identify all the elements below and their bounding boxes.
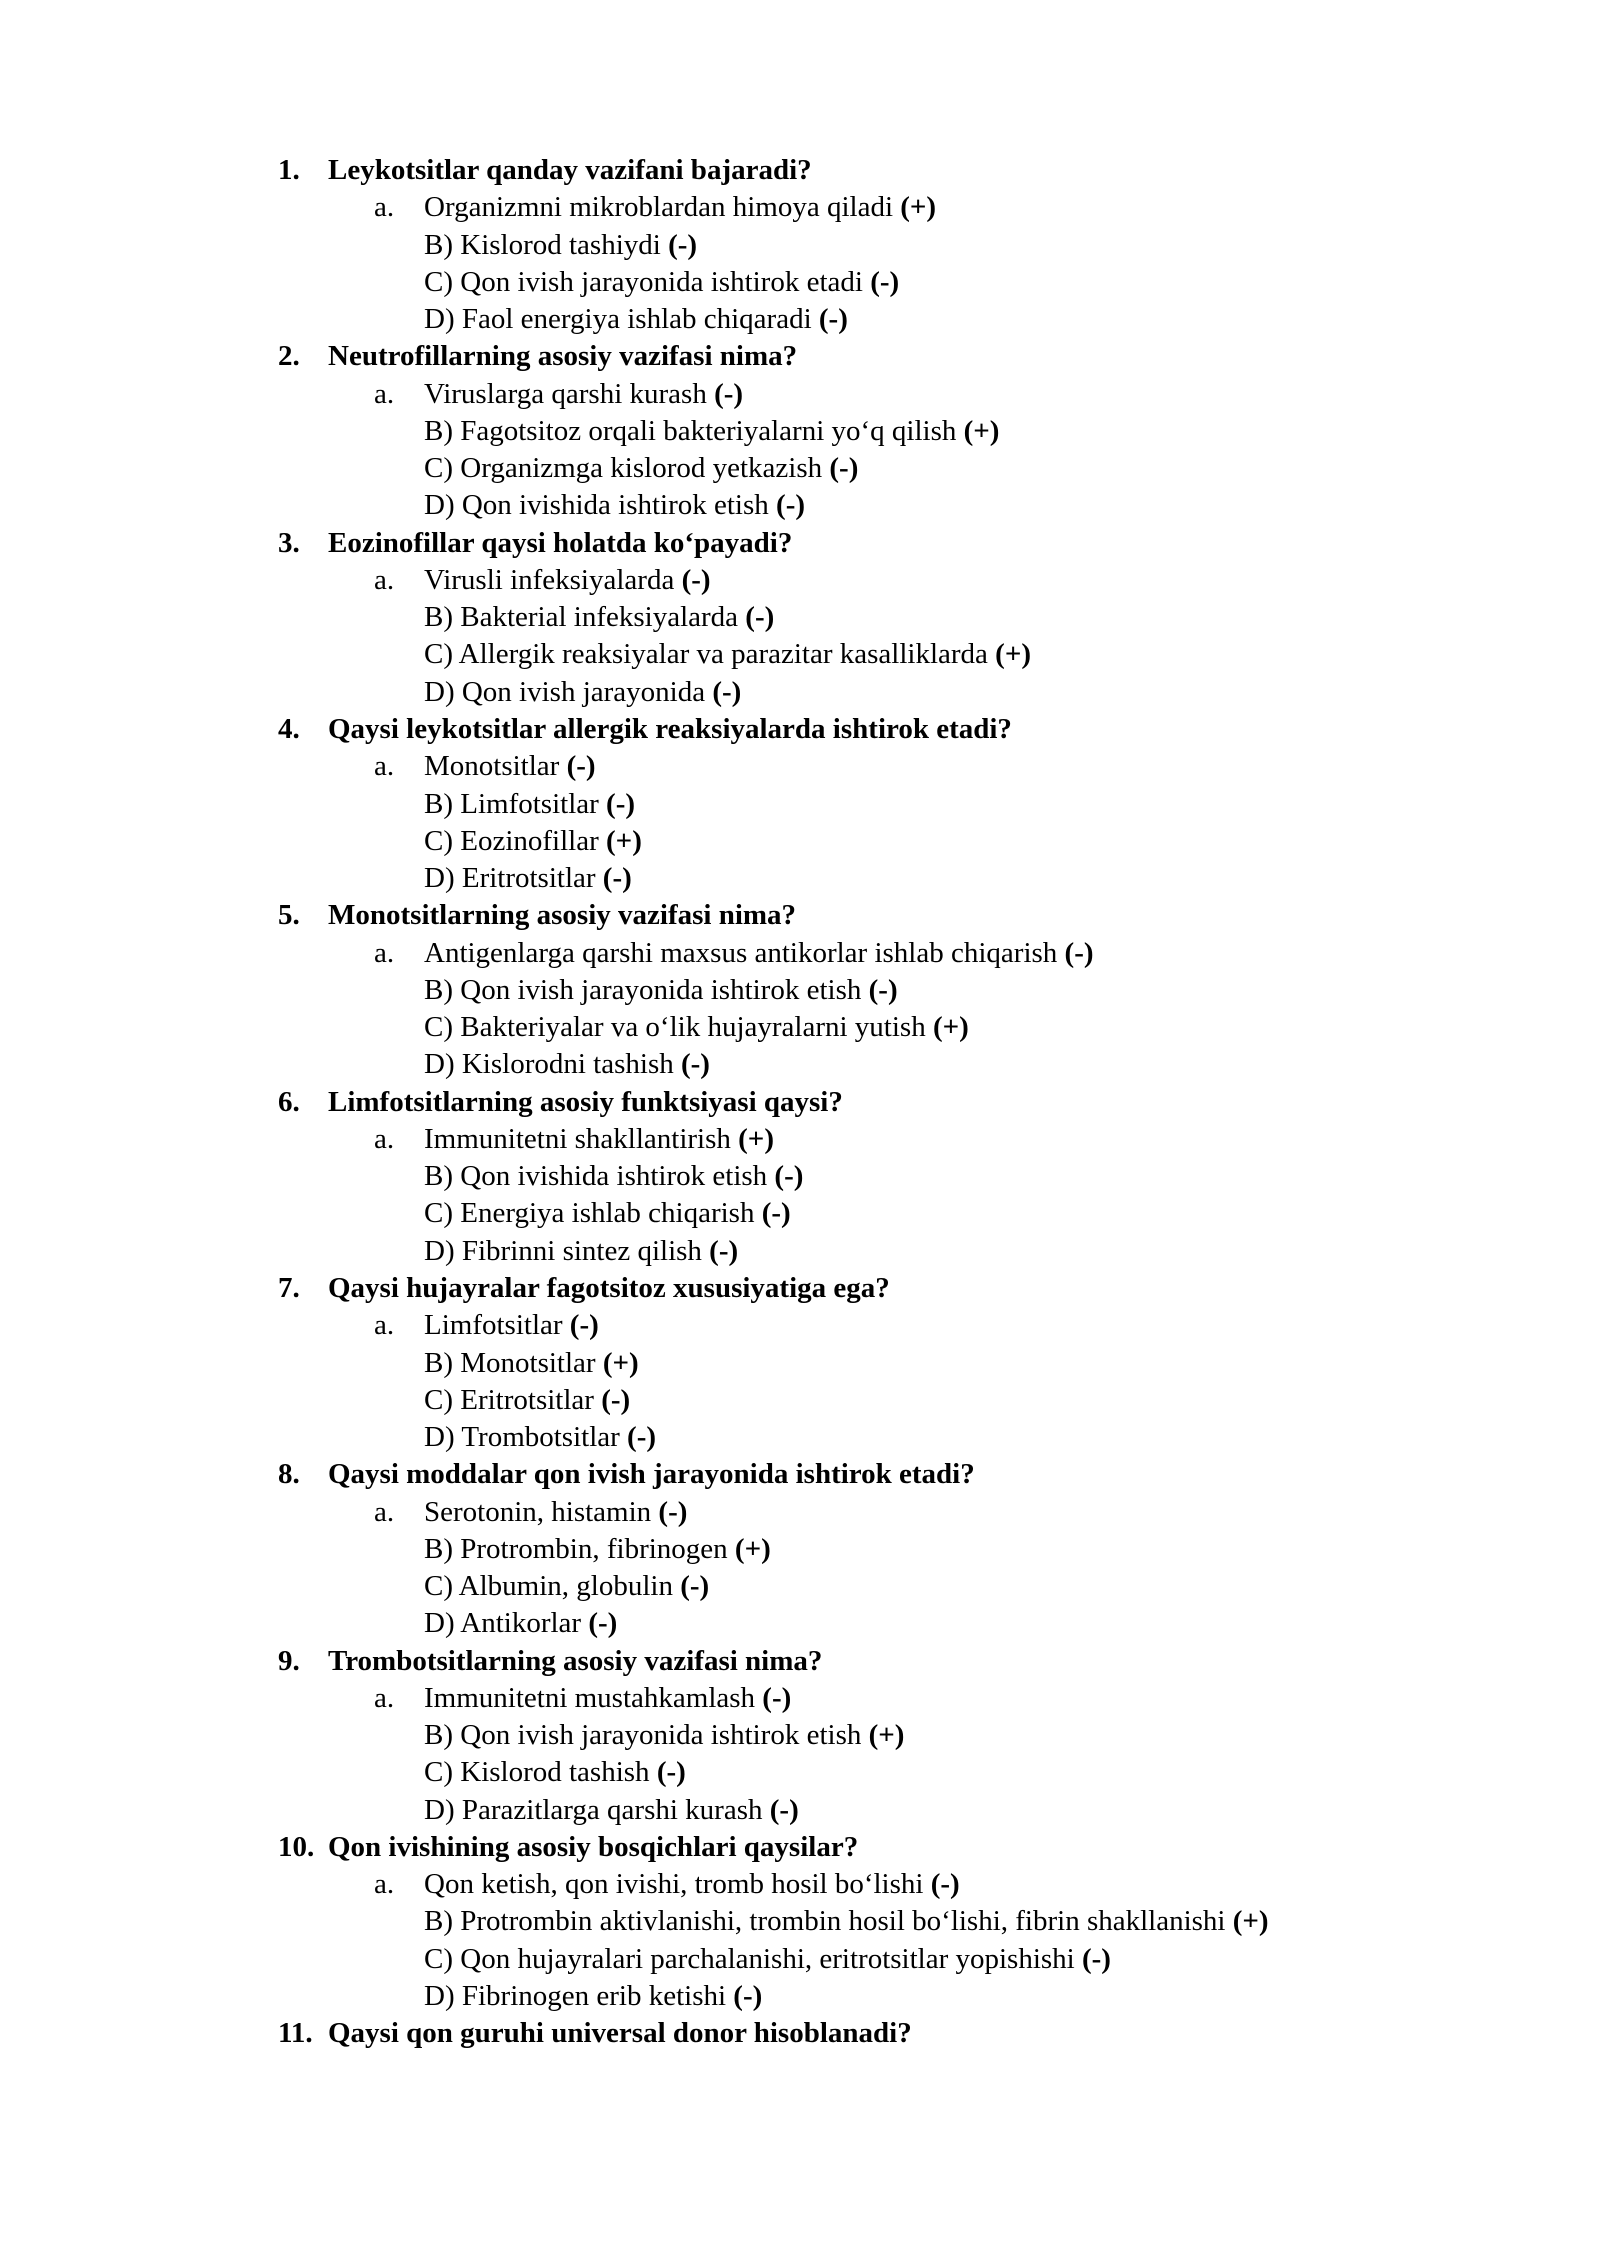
question-number: 7. (278, 1271, 300, 1304)
option-text: Kislorod tashiydi (460, 228, 661, 261)
question-text: Monotsitlarning asosiy vazifasi nima? (328, 899, 797, 932)
option-label: B) (424, 228, 453, 261)
option-item (0, 413, 1600, 450)
question-number: 11. (278, 2017, 313, 2050)
answer-mark: (+) (963, 414, 1000, 447)
option-marker: a. (374, 1868, 395, 1901)
question-item (0, 338, 1600, 524)
option-text: Protrombin aktivlanishi, trombin hosil bo‘lishi, fibrin shakllanishi (460, 1905, 1226, 1938)
option-label: D) (424, 303, 455, 336)
option-text: Qon ketish, qon ivishi, tromb hosil bo‘lishi (424, 1868, 924, 1901)
question-line (0, 525, 1600, 562)
option-text: Qon hujayralari parchalanishi, eritrotsitlar yopishishi (460, 1942, 1075, 1975)
option-item (0, 1195, 1600, 1232)
question-item (0, 525, 1600, 711)
option-item (0, 1382, 1600, 1419)
option-text: Qon ivishida ishtirok etish (461, 489, 769, 522)
option-marker: a. (374, 191, 395, 224)
answer-mark: (+) (738, 1122, 774, 1155)
answer-mark: (-) (709, 1234, 739, 1267)
option-label: D) (424, 489, 455, 522)
option-item (0, 450, 1600, 487)
quiz-list (0, 152, 1600, 2053)
option-item (0, 301, 1600, 338)
question-item (0, 1270, 1600, 1456)
question-line (0, 2015, 1600, 2052)
option-label: B) (424, 787, 453, 820)
question-item (0, 711, 1600, 897)
option-text: Antikorlar (460, 1607, 582, 1640)
option-text: Protrombin, fibrinogen (460, 1532, 728, 1565)
answer-mark: (+) (900, 191, 937, 224)
option-item (0, 1121, 1600, 1158)
option-text: Fibrinogen erib ketishi (461, 1980, 727, 2013)
question-item (0, 1084, 1600, 1270)
question-text: Limfotsitlarning asosiy funktsiyasi qaysi? (328, 1085, 843, 1118)
question-text: Eozinofillar qaysi holatda ko‘payadi? (328, 526, 793, 559)
question-text: Qaysi leykotsitlar allergik reaksiyalarda ishtirok etadi? (328, 712, 1012, 745)
option-item (0, 748, 1600, 785)
option-text: Eritrotsitlar (461, 862, 596, 895)
option-marker: a. (374, 1122, 395, 1155)
answer-mark: (-) (712, 675, 742, 708)
option-text: Limfotsitlar (460, 787, 599, 820)
answer-mark: (-) (774, 1160, 804, 1193)
option-item (0, 1978, 1600, 2015)
option-label: B) (424, 414, 453, 447)
question-text: Qon ivishining asosiy bosqichlari qaysilar? (328, 1830, 859, 1863)
option-text: Bakteriyalar va o‘lik hujayralarni yutish (460, 1011, 926, 1044)
option-item (0, 1419, 1600, 1456)
option-text: Organizmni mikroblardan himoya qiladi (424, 191, 893, 224)
question-number: 2. (278, 340, 300, 373)
answer-mark: (+) (606, 824, 642, 857)
option-item (0, 1941, 1600, 1978)
option-marker: a. (374, 936, 395, 969)
option-text: Qon ivish jarayonida ishtirok etish (460, 973, 862, 1006)
option-label: D) (424, 1793, 455, 1826)
option-label: C) (424, 1756, 453, 1789)
option-label: C) (424, 638, 453, 671)
option-item (0, 1233, 1600, 1270)
question-item (0, 2015, 1600, 2052)
answer-mark: (-) (656, 1756, 686, 1789)
answer-mark: (-) (818, 303, 848, 336)
question-text: Qaysi qon guruhi universal donor hisoblanadi? (328, 2017, 912, 2050)
question-line (0, 1643, 1600, 1680)
answer-mark: (-) (1064, 936, 1094, 969)
option-label: C) (424, 824, 453, 857)
option-item (0, 1345, 1600, 1382)
option-item (0, 972, 1600, 1009)
question-text: Leykotsitlar qanday vazifani bajaradi? (328, 154, 812, 186)
option-item (0, 1680, 1600, 1717)
option-item (0, 1158, 1600, 1195)
option-text: Monotsitlar (424, 750, 560, 783)
answer-mark: (-) (870, 265, 900, 298)
question-line (0, 1270, 1600, 1307)
answer-mark: (-) (733, 1980, 763, 2013)
answer-mark: (+) (1232, 1905, 1269, 1938)
option-label: D) (424, 862, 455, 895)
option-text: Parazitlarga qarshi kurash (461, 1793, 763, 1826)
answer-mark: (-) (762, 1681, 792, 1714)
option-text: Albumin, globulin (458, 1570, 673, 1603)
option-label: D) (424, 1607, 455, 1640)
answer-mark: (-) (769, 1793, 799, 1826)
option-text: Immunitetni shakllantirish (424, 1122, 731, 1155)
option-label: C) (424, 1383, 453, 1416)
answer-mark: (-) (868, 973, 898, 1006)
option-label: B) (424, 1346, 453, 1379)
option-text: Antigenlarga qarshi maxsus antikorlar ishlab chiqarish (424, 936, 1058, 969)
answer-mark: (-) (658, 1495, 688, 1528)
answer-mark: (-) (681, 563, 711, 596)
option-text: Qon ivish jarayonida ishtirok etadi (460, 265, 863, 298)
answer-mark: (-) (668, 228, 698, 261)
answer-mark: (+) (995, 638, 1032, 671)
answer-mark: (-) (930, 1868, 960, 1901)
option-label: C) (424, 265, 453, 298)
option-item (0, 1903, 1600, 1940)
option-text: Qon ivish jarayonida (461, 675, 706, 708)
option-item (0, 264, 1600, 301)
answer-mark: (-) (761, 1197, 791, 1230)
question-number: 3. (278, 526, 300, 559)
answer-mark: (+) (868, 1719, 905, 1752)
option-item (0, 860, 1600, 897)
option-item (0, 1009, 1600, 1046)
option-item (0, 1531, 1600, 1568)
question-line (0, 1456, 1600, 1493)
option-label: C) (424, 452, 453, 485)
option-text: Fibrinni sintez qilish (461, 1234, 702, 1267)
option-text: Limfotsitlar (424, 1309, 563, 1342)
option-item (0, 1717, 1600, 1754)
question-text: Trombotsitlarning asosiy vazifasi nima? (328, 1644, 823, 1677)
option-text: Viruslarga qarshi kurash (424, 377, 707, 410)
question-number: 9. (278, 1644, 300, 1677)
answer-mark: (+) (734, 1532, 771, 1565)
option-label: C) (424, 1197, 453, 1230)
question-number: 1. (278, 154, 300, 186)
question-text: Qaysi hujayralar fagotsitoz xususiyatiga ega? (328, 1271, 890, 1304)
option-text: Organizmga kislorod yetkazish (460, 452, 823, 485)
question-line (0, 1084, 1600, 1121)
question-line (0, 338, 1600, 375)
option-label: D) (424, 1421, 455, 1454)
question-number: 5. (278, 899, 300, 932)
option-text: Eozinofillar (460, 824, 599, 857)
answer-mark: (-) (680, 1570, 710, 1603)
question-text: Qaysi moddalar qon ivish jarayonida ishtirok etadi? (328, 1458, 975, 1491)
option-item (0, 674, 1600, 711)
option-text: Eritrotsitlar (460, 1383, 594, 1416)
answer-mark: (-) (588, 1607, 618, 1640)
option-item (0, 1792, 1600, 1829)
option-item (0, 227, 1600, 264)
option-text: Serotonin, histamin (424, 1495, 652, 1528)
question-text: Neutrofillarning asosiy vazifasi nima? (328, 340, 798, 373)
option-label: C) (424, 1570, 453, 1603)
option-item (0, 1568, 1600, 1605)
option-text: Monotsitlar (460, 1346, 596, 1379)
option-text: Qon ivishida ishtirok etish (460, 1160, 768, 1193)
option-text: Faol energiya ishlab chiqaradi (461, 303, 812, 336)
question-number: 6. (278, 1085, 300, 1118)
option-label: D) (424, 1234, 455, 1267)
option-text: Virusli infeksiyalarda (424, 563, 675, 596)
option-item (0, 562, 1600, 599)
option-marker: a. (374, 1495, 395, 1528)
option-item (0, 823, 1600, 860)
answer-mark: (+) (602, 1346, 639, 1379)
option-item (0, 189, 1600, 226)
answer-mark: (-) (680, 1048, 710, 1081)
option-label: B) (424, 1532, 453, 1565)
option-label: D) (424, 1980, 455, 2013)
option-text: Bakterial infeksiyalarda (460, 601, 739, 634)
option-text: Allergik reaksiyalar va parazitar kasalliklarda (458, 638, 988, 671)
option-item (0, 935, 1600, 972)
option-text: Fagotsitoz orqali bakteriyalarni yo‘q qilish (460, 414, 957, 447)
option-text: Kislorodni tashish (461, 1048, 674, 1081)
answer-mark: (-) (601, 1383, 631, 1416)
question-line (0, 897, 1600, 934)
option-text: Qon ivish jarayonida ishtirok etish (460, 1719, 862, 1752)
option-marker: a. (374, 1309, 395, 1342)
option-item (0, 1494, 1600, 1531)
option-label: D) (424, 1048, 455, 1081)
question-item (0, 1643, 1600, 1829)
option-label: B) (424, 1719, 453, 1752)
option-label: C) (424, 1942, 453, 1975)
answer-mark: (-) (714, 377, 744, 410)
answer-mark: (-) (776, 489, 806, 522)
option-marker: a. (374, 377, 395, 410)
answer-mark: (-) (566, 750, 596, 783)
answer-mark: (-) (1081, 1942, 1111, 1975)
question-number: 10. (278, 1830, 315, 1863)
option-text: Energiya ishlab chiqarish (460, 1197, 755, 1230)
option-label: B) (424, 1160, 453, 1193)
option-item (0, 1046, 1600, 1083)
option-item (0, 1605, 1600, 1642)
question-line (0, 711, 1600, 748)
question-item (0, 1456, 1600, 1642)
option-item (0, 599, 1600, 636)
answer-mark: (-) (606, 787, 636, 820)
option-item (0, 1307, 1600, 1344)
option-item (0, 487, 1600, 524)
question-number: 8. (278, 1458, 300, 1491)
option-item (0, 1754, 1600, 1791)
question-line (0, 152, 1600, 189)
option-marker: a. (374, 563, 395, 596)
question-number: 4. (278, 712, 300, 745)
question-line (0, 1829, 1600, 1866)
question-item (0, 1829, 1600, 2015)
option-text: Immunitetni mustahkamlash (424, 1681, 756, 1714)
option-label: C) (424, 1011, 453, 1044)
option-label: D) (424, 675, 455, 708)
option-label: B) (424, 601, 453, 634)
question-item (0, 897, 1600, 1083)
answer-mark: (-) (745, 601, 775, 634)
answer-mark: (+) (932, 1011, 969, 1044)
option-item (0, 1866, 1600, 1903)
option-text: Trombotsitlar (461, 1421, 620, 1454)
question-item (0, 152, 1600, 338)
answer-mark: (-) (829, 452, 859, 485)
option-marker: a. (374, 750, 395, 783)
option-item (0, 786, 1600, 823)
answer-mark: (-) (627, 1421, 657, 1454)
answer-mark: (-) (602, 862, 632, 895)
option-label: B) (424, 973, 453, 1006)
answer-mark: (-) (569, 1309, 599, 1342)
option-marker: a. (374, 1681, 395, 1714)
option-label: B) (424, 1905, 453, 1938)
option-item (0, 636, 1600, 673)
option-item (0, 376, 1600, 413)
option-text: Kislorod tashish (460, 1756, 650, 1789)
